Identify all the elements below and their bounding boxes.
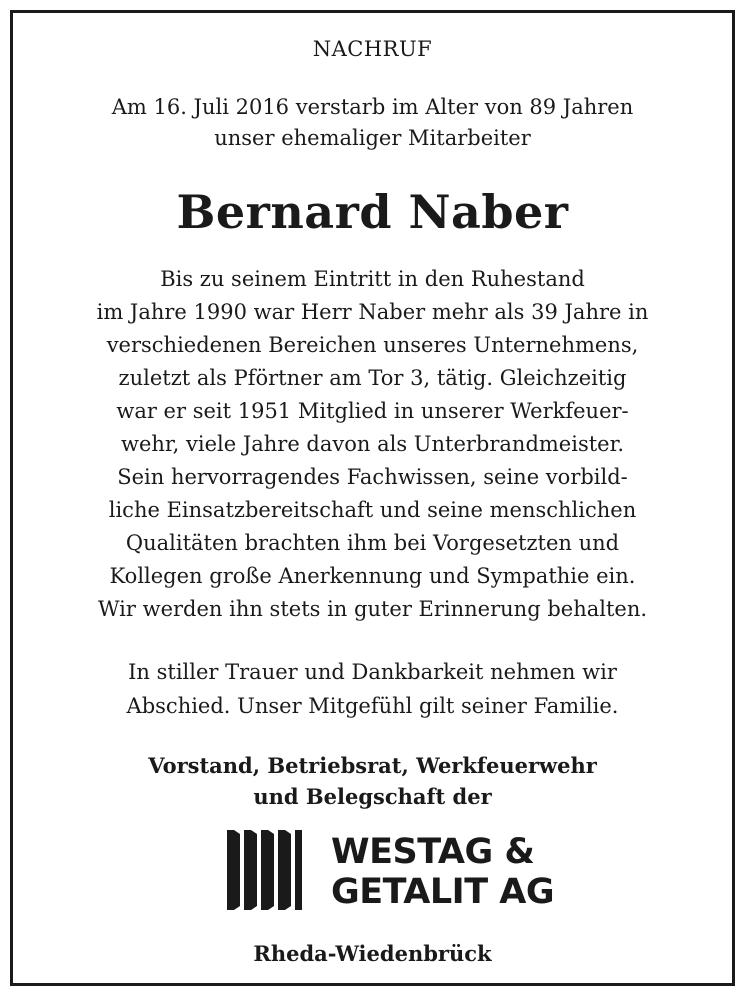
body-line: Kollegen große Anerkennung und Sympathie ein. bbox=[109, 564, 636, 588]
body-line: liche Einsatzbereitschaft und seine menschlichen bbox=[108, 498, 637, 522]
body-line: Sein hervorragendes Fachwissen, seine vorbild- bbox=[117, 465, 628, 489]
body-line: Bis zu seinem Eintritt in den Ruhestand bbox=[160, 267, 585, 291]
intro-line: unser ehemaliger Mitarbeiter bbox=[214, 126, 531, 150]
closing-line: In stiller Trauer und Dankbarkeit nehmen wir bbox=[128, 660, 617, 684]
company-name-line: WESTAG & bbox=[331, 832, 535, 872]
senders-line: Vorstand, Betriebsrat, Werkfeuerwehr bbox=[148, 753, 597, 778]
intro-line: Am 16. Juli 2016 verstarb im Alter von 89 Jahren bbox=[111, 95, 634, 119]
body-line: Wir werden ihn stets in guter Erinnerung behalten. bbox=[97, 597, 648, 621]
closing-text bbox=[13, 655, 732, 723]
striped-bars-logo-icon bbox=[227, 824, 303, 924]
deceased-name: Bernard Naber bbox=[176, 185, 569, 239]
senders-line: und Belegschaft der bbox=[253, 784, 492, 809]
body-line: wehr, viele Jahre davon als Unterbrandmeister. bbox=[120, 432, 624, 456]
senders-block bbox=[13, 750, 732, 812]
company-name bbox=[331, 832, 554, 912]
obituary-frame bbox=[10, 10, 735, 986]
obituary-heading: NACHRUF bbox=[312, 37, 433, 61]
body-line: Qualitäten brachten ihm bei Vorgesetzten und bbox=[125, 531, 620, 555]
closing-line: Abschied. Unser Mitgefühl gilt seiner Familie. bbox=[126, 694, 619, 718]
location: Rheda-Wiedenbrück bbox=[253, 941, 492, 966]
body-line: zuletzt als Pförtner am Tor 3, tätig. Gleichzeitig bbox=[118, 366, 627, 390]
body-line: im Jahre 1990 war Herr Naber mehr als 39 Jahre in bbox=[96, 300, 649, 324]
company-name-line: GETALIT AG bbox=[331, 872, 555, 912]
company-logo bbox=[227, 824, 555, 926]
body-line: war er seit 1951 Mitglied in unserer Werkfeuer- bbox=[116, 399, 629, 423]
obituary-body bbox=[13, 263, 732, 626]
body-line: verschiedenen Bereichen unseres Unternehmens, bbox=[106, 333, 639, 357]
intro-text bbox=[13, 92, 732, 154]
